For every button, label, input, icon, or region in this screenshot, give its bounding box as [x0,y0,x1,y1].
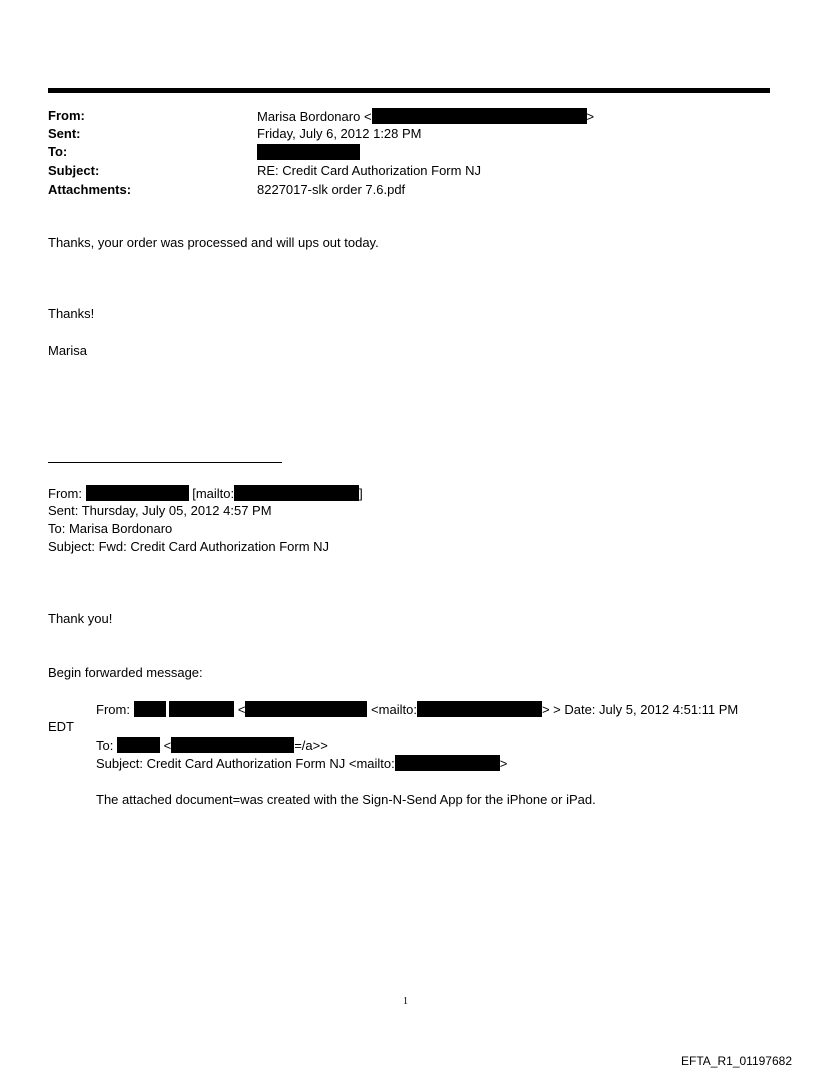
forwarded-to [96,737,328,753]
redaction-block [86,485,189,501]
quoted-subject: Subject: Fwd: Credit Card Authorization Form NJ [48,539,330,554]
body-line-processed: Thanks, your order was processed and will ups out today. [48,235,379,250]
attachment-link[interactable]: 8227017-slk order 7.6.pdf [257,182,406,197]
forwarded-from [96,701,738,717]
forwarded-subject-text: Subject: Credit Card Authorization Form NJ <mailto: [96,756,395,771]
quoted-from-label: From: [48,486,82,501]
to-value [257,144,360,160]
forwarded-timezone: EDT [48,719,74,734]
forwarded-from-mailto: <mailto: [371,702,417,717]
quoted-thanks: Thank you! [48,611,113,626]
forwarded-subject-close: > [499,756,508,771]
sent-label: Sent: [48,126,81,141]
quoted-from-mailto: [mailto: [192,486,235,501]
redaction-block [245,701,367,717]
begin-forwarded: Begin forwarded message: [48,665,203,680]
redaction-block [372,108,587,124]
from-value [257,108,594,124]
from-close: > [586,109,595,124]
forwarded-to-lt: < [163,738,172,753]
attachments-label: Attachments: [48,182,132,197]
redaction-block [257,144,360,160]
redaction-block [234,485,359,501]
from-label: From: [48,108,85,123]
quoted-to: To: Marisa Bordonaro [48,521,173,536]
bates-number: EFTA_R1_01197682 [681,1054,792,1068]
page-number: 1 [403,996,408,1007]
subject-label: Subject: [48,163,100,178]
forwarded-from-lt: < [237,702,246,717]
quoted-from-close: ] [359,486,363,501]
quote-separator [48,462,282,463]
redaction-block [417,701,542,717]
quoted-sent: Sent: Thursday, July 05, 2012 4:57 PM [48,503,272,518]
body-line-thanks: Thanks! [48,306,95,321]
redaction-block [169,701,234,717]
subject-value: RE: Credit Card Authorization Form NJ [257,163,481,178]
forwarded-from-label: From: [96,702,130,717]
header-top-rule [48,88,770,93]
forwarded-to-label: To: [96,738,114,753]
redaction-block [171,737,294,753]
redaction-block [117,737,160,753]
forwarded-note: The attached document=was created with the Sign-N-Send App for the iPhone or iPad. [96,792,596,807]
redaction-block [134,701,166,717]
signature-name: Marisa [48,343,88,358]
forwarded-subject [96,755,507,771]
forwarded-to-tail: =/a>> [294,738,328,753]
from-name: Marisa Bordonaro < [257,109,372,124]
forwarded-date: > > Date: July 5, 2012 4:51:11 PM [541,702,739,717]
sent-value: Friday, July 6, 2012 1:28 PM [257,126,422,141]
to-label: To: [48,144,68,159]
quoted-from [48,485,363,501]
redaction-block [395,755,500,771]
